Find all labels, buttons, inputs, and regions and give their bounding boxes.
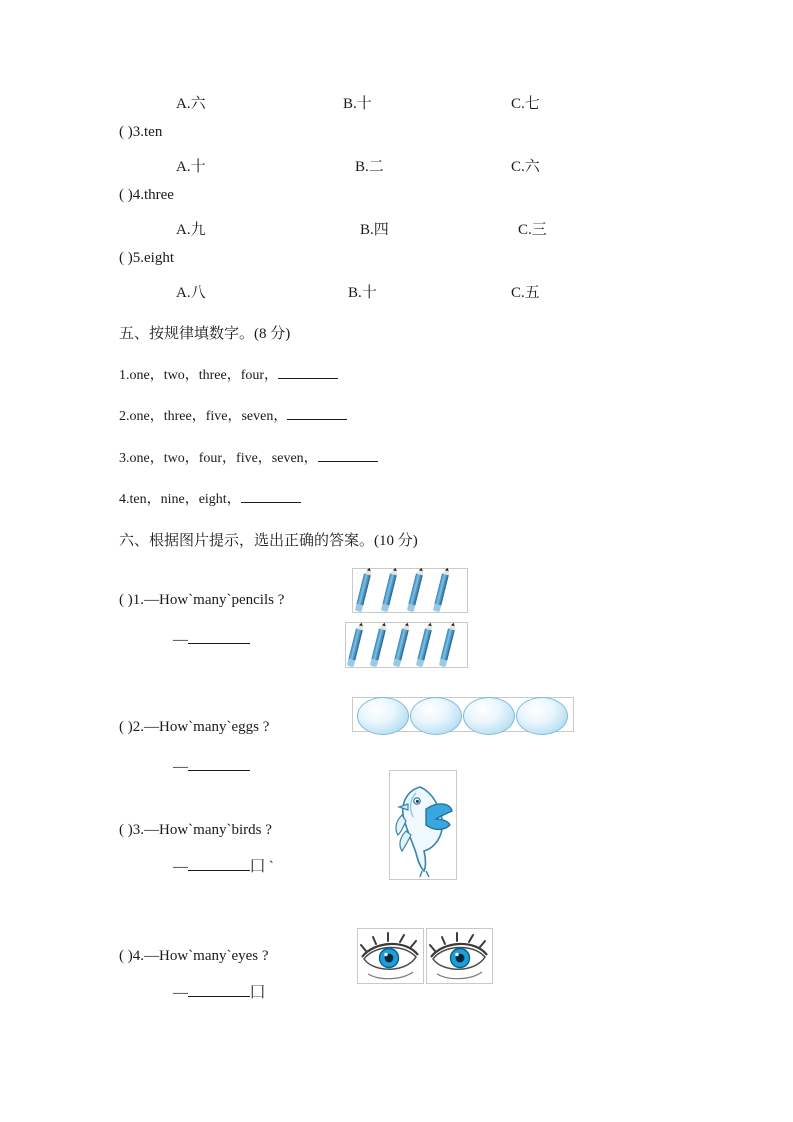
section-five-title: 五、按规律填数字。(8 分)	[119, 326, 291, 342]
mc-question-5[interactable]: ( )5.eight	[119, 250, 174, 266]
answer-prefix: —	[173, 632, 188, 648]
answer-prefix: —	[173, 985, 188, 1001]
pencil-icon	[406, 567, 426, 614]
egg-icon	[410, 697, 462, 735]
egg-icon	[516, 697, 568, 735]
pattern-item-1[interactable]	[119, 364, 338, 384]
eye-icon	[427, 929, 492, 983]
bird-icon	[390, 771, 456, 879]
egg-icon	[463, 697, 515, 735]
picture-answer-3[interactable]	[173, 855, 274, 876]
eyes-image-right	[426, 928, 493, 984]
picture-answer-4[interactable]	[173, 981, 265, 1002]
pattern-item-2-text: 2.one，three，five，seven，	[119, 409, 288, 424]
option-a: A.六	[176, 96, 206, 112]
fill-blank[interactable]	[318, 448, 378, 462]
pencil-icon	[415, 622, 435, 669]
fill-blank[interactable]	[188, 757, 250, 771]
picture-question-3[interactable]: ( )3.—How`many`birds ?	[119, 822, 272, 838]
pencils-image	[352, 568, 468, 613]
bird-image	[389, 770, 457, 880]
option-b: B.十	[343, 96, 372, 112]
eggs-image	[352, 697, 574, 732]
pattern-item-3-text: 3.one，two，four，five，seven，	[119, 451, 318, 466]
option-a: A.十	[176, 159, 206, 175]
answer-prefix: —	[173, 859, 188, 875]
picture-question-4[interactable]: ( )4.—How`many`eyes ?	[119, 948, 269, 964]
mc-question-4[interactable]: ( )4.three	[119, 187, 174, 203]
eye-icon	[358, 929, 423, 983]
eyes-image-left	[357, 928, 424, 984]
picture-question-2[interactable]: ( )2.—How`many`eggs ?	[119, 719, 270, 735]
option-a: A.九	[176, 222, 206, 238]
option-b: B.十	[348, 285, 377, 301]
mc-question-3[interactable]: ( )3.ten	[119, 124, 163, 140]
picture-question-1[interactable]: ( )1.—How`many`pencils ?	[119, 592, 285, 608]
option-a: A.八	[176, 285, 206, 301]
picture-answer-2[interactable]	[173, 757, 250, 776]
option-c: C.七	[511, 96, 540, 112]
pattern-item-3[interactable]	[119, 447, 378, 467]
pencil-icon	[346, 622, 366, 669]
option-c: C.五	[511, 285, 540, 301]
pencil-icon	[432, 567, 452, 614]
option-c: C.三	[518, 222, 547, 238]
egg-icon	[357, 697, 409, 735]
picture-answer-1[interactable]	[173, 630, 250, 649]
answer-prefix: —	[173, 759, 188, 775]
pattern-item-4[interactable]	[119, 488, 301, 508]
fill-blank[interactable]	[188, 857, 250, 871]
pencil-icon	[380, 567, 400, 614]
pencil-icon	[369, 622, 389, 669]
fill-blank[interactable]	[188, 983, 250, 997]
fill-blank[interactable]	[278, 365, 338, 379]
answer-suffix: 囗	[250, 985, 266, 1001]
option-c: C.六	[511, 159, 540, 175]
fill-blank[interactable]	[241, 489, 301, 503]
pattern-item-4-text: 4.ten，nine，eight，	[119, 492, 241, 507]
section-six-title: 六、根据图片提示，选出正确的答案。(10 分)	[119, 533, 418, 549]
fill-blank[interactable]	[188, 630, 250, 644]
pencil-icon	[354, 567, 374, 614]
pencil-icon	[392, 622, 412, 669]
pattern-item-1-text: 1.one，two，three，four，	[119, 368, 279, 383]
option-b: B.四	[360, 222, 389, 238]
fill-blank[interactable]	[287, 406, 347, 420]
pencils-image-second-row	[345, 622, 468, 668]
answer-suffix: 囗 `	[250, 859, 274, 875]
option-b: B.二	[355, 159, 384, 175]
pattern-item-2[interactable]	[119, 405, 347, 425]
pencil-icon	[438, 622, 458, 669]
